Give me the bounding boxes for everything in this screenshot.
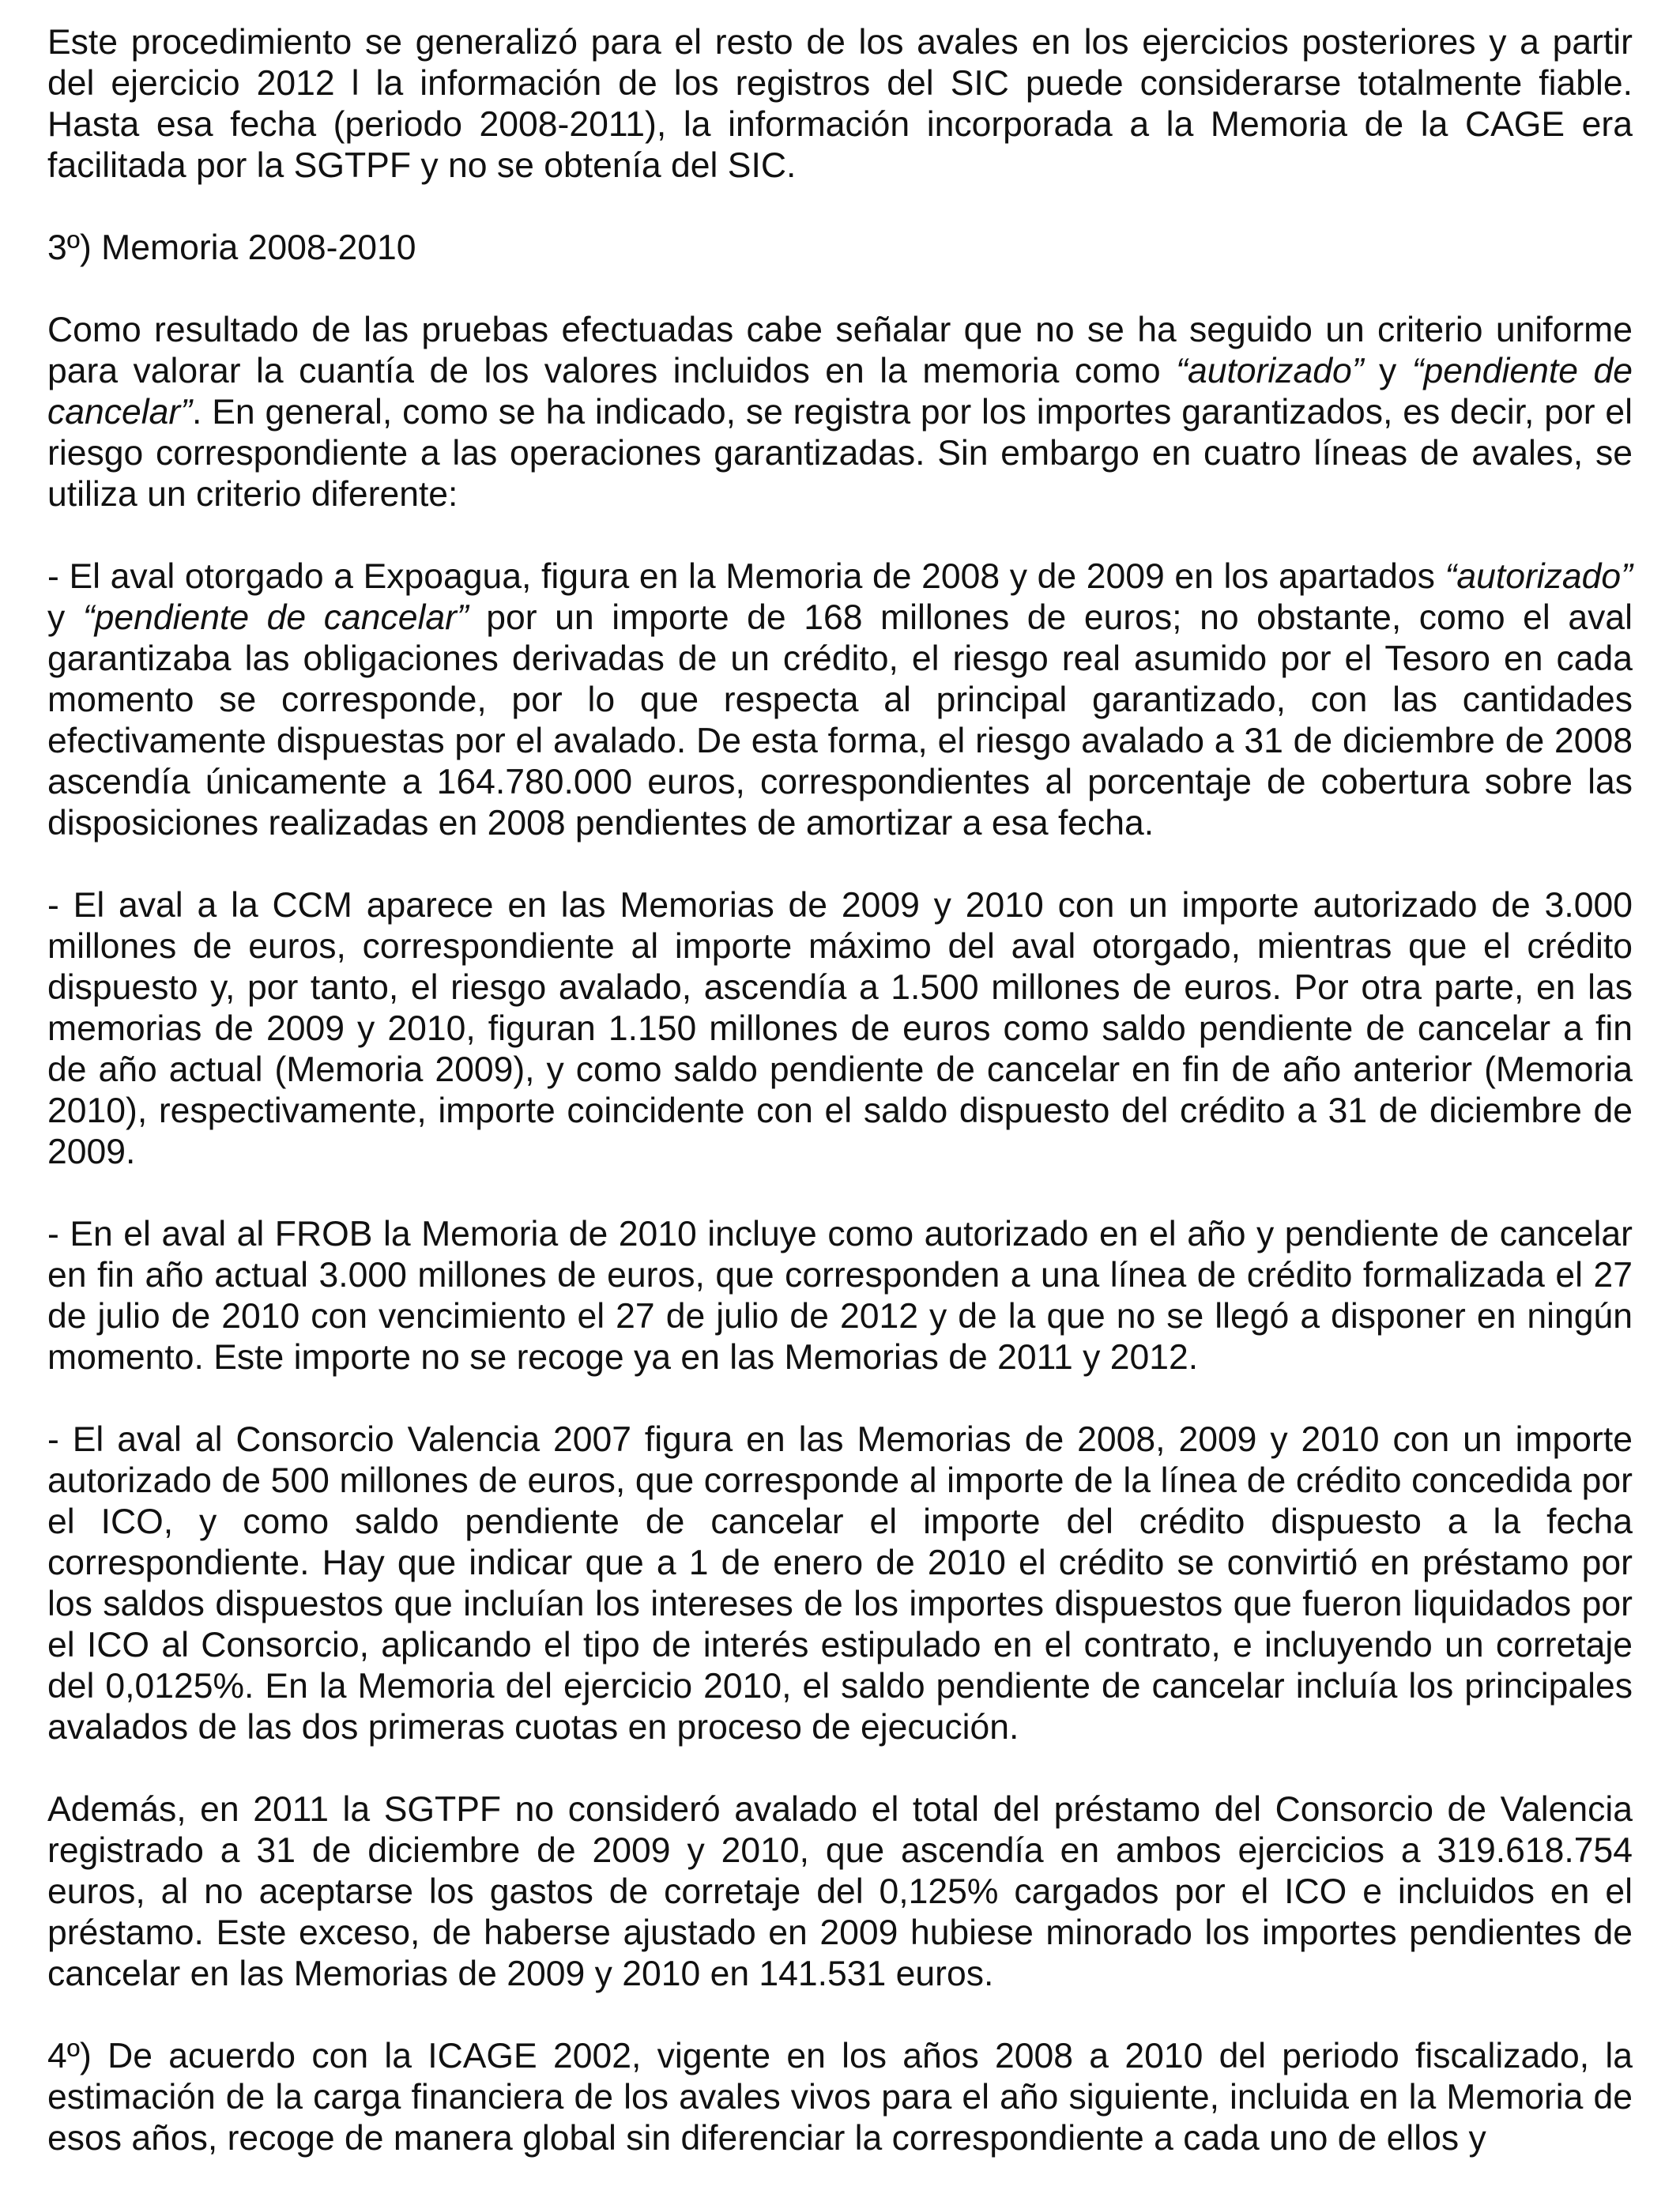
paragraph-criteria-results [47,310,1633,515]
italic-term-autorizado: “autorizado” [1176,352,1364,390]
paragraph-ademas-sgtpf: Además, en 2011 la SGTPF no consideró avalado el total del préstamo del Consorcio de Valencia registrado a 31 de diciembre de 2009 y 2010, que ascendía en ambos ejercicios a 319.618.754 euros, al no aceptarse los gastos de corretaje del 0,125% cargados por el ICO e incluidos en el préstamo. Este exceso, de haberse ajustado en 2009 hubiese minorado los importes pendientes de cancelar en las Memorias de 2009 y 2010 en 141.531 euros. [47,1790,1633,1993]
paragraph-icage-2002: 4º) De acuerdo con la ICAGE 2002, vigente en los años 2008 a 2010 del periodo fiscalizado, la estimación de la carga financiera de los avales vivos para el año siguiente, incluida en la Memoria de esos años, recoge de manera global sin diferenciar la correspondiente a cada uno de ellos y [47,2037,1633,2158]
section-heading-memoria-2008-2010: 3º) Memoria 2008-2010 [47,228,416,267]
paragraph-procedure-generalized: Este procedimiento se generalizó para el resto de los avales en los ejercicios posteriores y a partir del ejercicio 2012 l la información de los registros del SIC puede considerarse totalmente fiable. Hasta esa fecha (periodo 2008-2011), la información incorporada a la Memoria de la CAGE era facilitada por la SGTPF y no se obtenía del SIC. [47,23,1633,185]
text-run: y [47,598,83,637]
text-run: por un importe de 168 millones de euros; no obstante, como el aval garantizaba las obligaciones derivadas de un crédito, el riesgo real asumido por el Tesoro en cada momento se corresponde, por lo que respecta al principal garantizado, con las cantidades efectivamente dispuestas por el avalado. De esta forma, el riesgo avalado a 31 de diciembre de 2008 ascendía únicamente a 164.780.000 euros, correspondientes al porcentaje de cobertura sobre las disposiciones realizadas en 2008 pendientes de amortizar a esa fecha. [47,598,1633,843]
italic-term-autorizado: “autorizado” [1445,557,1633,596]
text-run: y [1363,352,1412,390]
paragraph-aval-consorcio-valencia: - El aval al Consorcio Valencia 2007 figura en las Memorias de 2008, 2009 y 2010 con un importe autorizado de 500 millones de euros, que corresponde al importe de la línea de crédito concedida por el ICO, y como saldo pendiente de cancelar el importe del crédito dispuesto a la fecha correspondiente. Hay que indicar que a 1 de enero de 2010 el crédito se convirtió en préstamo por los saldos dispuestos que incluían los intereses de los importes dispuestos que fueron liquidados por el ICO al Consorcio, aplicando el tipo de interés estipulado en el contrato, e incluyendo un corretaje del 0,0125%. En la Memoria del ejercicio 2010, el saldo pendiente de cancelar incluía los principales avalados de las dos primeras cuotas en proceso de ejecución. [47,1420,1633,1747]
paragraph-aval-expoagua [47,556,1633,844]
text-run: . En general, como se ha indicado, se registra por los importes garantizados, es decir, por el riesgo correspondiente a las operaciones garantizadas. Sin embargo en cuatro líneas de avales, se utiliza un criterio diferente: [47,393,1633,514]
document-page [47,22,1633,2159]
paragraph-aval-ccm: - El aval a la CCM aparece en las Memorias de 2009 y 2010 con un importe autorizado de 3.000 millones de euros, correspondiente al importe máximo del aval otorgado, mientras que el crédito dispuesto y, por tanto, el riesgo avalado, ascendía a 1.500 millones de euros. Por otra parte, en las memorias de 2009 y 2010, figuran 1.150 millones de euros como saldo pendiente de cancelar a fin de año actual (Memoria 2009), y como saldo pendiente de cancelar en fin de año anterior (Memoria 2010), respectivamente, importe coincidente con el saldo dispuesto del crédito a 31 de diciembre de 2009. [47,886,1633,1171]
italic-term-pendiente-de-cancelar: “pendiente de cancelar” [82,598,469,637]
paragraph-aval-frob: - En el aval al FROB la Memoria de 2010 incluye como autorizado en el año y pendiente de cancelar en fin año actual 3.000 millones de euros, que corresponden a una línea de crédito formalizada el 27 de julio de 2010 con vencimiento el 27 de julio de 2012 y de la que no se llegó a disponer en ningún momento. Este importe no se recoge ya en las Memorias de 2011 y 2012. [47,1215,1633,1377]
text-run: - El aval otorgado a Expoagua, figura en la Memoria de 2008 y de 2009 en los apartados [47,557,1445,596]
text-run: Como resultado de las pruebas efectuadas cabe señalar que no se ha seguido un criterio uniforme para valorar la cuantía de los valores incluidos en la memoria como [47,311,1633,390]
italic-term-pendiente-de-cancelar: “pendiente de cancelar” [47,352,1633,432]
